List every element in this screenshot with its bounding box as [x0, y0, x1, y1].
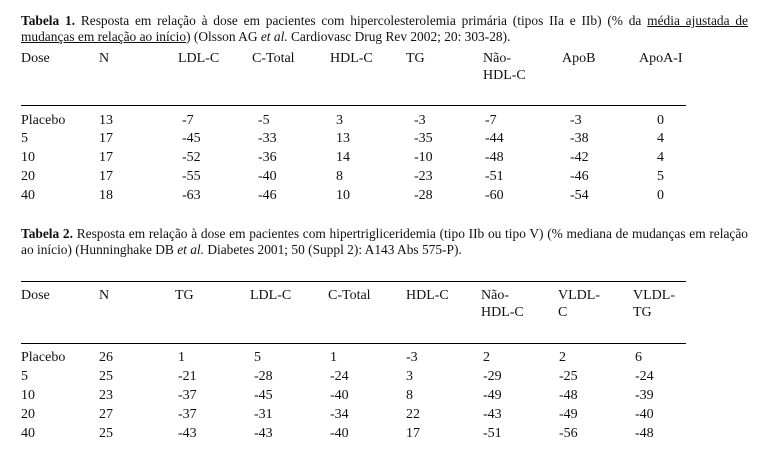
table1-row-3-cell-3: -52	[182, 150, 201, 165]
table1-row-1-cell-9: 0	[657, 113, 664, 128]
table2-row-1-cell-4: 5	[254, 350, 261, 365]
table2-row-1-cell-5: 1	[330, 350, 337, 365]
table1-header-4	[252, 50, 295, 67]
table2-caption	[21, 226, 748, 258]
table2-row-4-cell-4: -31	[254, 407, 273, 422]
table1-row-3-cell-2: 17	[99, 150, 113, 165]
table2-row-1-cell-3: 1	[178, 350, 185, 365]
table2-header-9-line-1: VLDL-	[633, 288, 675, 303]
table2-row-4-cell-2: 27	[99, 407, 113, 422]
table1-caption-etal: et al.	[260, 29, 288, 44]
table2-row-1-cell-8: 2	[559, 350, 566, 365]
table1-row-5-cell-9: 0	[657, 188, 664, 203]
table1-header-rule	[21, 105, 686, 106]
table2-header-9	[633, 287, 675, 321]
table1-row-2-cell-6: -35	[414, 131, 433, 146]
table1-row-4-cell-7: -51	[485, 169, 504, 184]
table2-caption-citation: Diabetes 2001; 50 (Suppl 2): A143 Abs 575-P).	[203, 242, 462, 257]
table2-caption-etal: et al.	[177, 242, 204, 257]
table1-row-4-cell-2: 17	[99, 169, 113, 184]
table2-row-2-cell-3: -21	[178, 369, 197, 384]
table2-row-5-cell-2: 25	[99, 426, 113, 441]
table1-header-9	[639, 50, 683, 67]
table2-row-3-cell-3: -37	[178, 388, 197, 403]
table2-row-5-cell-9: -48	[635, 426, 654, 441]
table1-row-2-cell-2: 17	[99, 131, 113, 146]
table2-row-5-cell-8: -56	[559, 426, 578, 441]
table2-row-4-cell-3: -37	[178, 407, 197, 422]
table2-header-7	[481, 287, 524, 321]
table1-header-5-line-1: HDL-C	[330, 51, 373, 66]
table2-row-2-cell-1: 5	[21, 369, 28, 384]
table1-row-2-cell-7: -44	[485, 131, 504, 146]
table1-row-3-cell-6: -10	[414, 150, 433, 165]
table2-header-4-line-1: LDL-C	[250, 288, 292, 303]
table2-header-8-line-2: C	[558, 305, 568, 320]
table2-row-5-cell-1: 40	[21, 426, 35, 441]
table1-row-2-cell-5: 13	[336, 131, 350, 146]
table1-row-1-cell-1: Placebo	[21, 113, 66, 128]
table2-row-3-cell-2: 23	[99, 388, 113, 403]
table1-header-5	[330, 50, 373, 67]
table2-row-5-cell-4: -43	[254, 426, 273, 441]
table2-header-rule	[21, 343, 686, 344]
table2-row-3-cell-7: -49	[483, 388, 502, 403]
table1-header-7	[483, 50, 526, 84]
table2-row-5-cell-3: -43	[178, 426, 197, 441]
table1-header-8	[562, 50, 595, 67]
table1-row-3-cell-5: 14	[336, 150, 350, 165]
table2-header-3	[175, 287, 194, 304]
table1-row-1-cell-2: 13	[99, 113, 113, 128]
table1-row-1-cell-6: -3	[414, 113, 426, 128]
table2-header-4	[250, 287, 291, 304]
table2-header-5	[328, 287, 371, 304]
table1-row-2-cell-4: -33	[258, 131, 277, 146]
table1-row-5-cell-2: 18	[99, 188, 113, 203]
table2-header-1	[21, 287, 50, 304]
table1-caption	[21, 13, 748, 45]
table2-header-6	[406, 287, 449, 304]
table1-header-7-line-1: Não-	[483, 51, 511, 66]
table2-row-4-cell-9: -40	[635, 407, 654, 422]
table1-header-2-line-1: N	[99, 51, 110, 66]
table1-row-3-cell-8: -42	[570, 150, 589, 165]
table2-row-4-cell-6: 22	[406, 407, 420, 422]
table1-row-2-cell-3: -45	[182, 131, 201, 146]
table2-header-5-line-1: C-Total	[328, 288, 371, 303]
table2-row-3-cell-8: -48	[559, 388, 578, 403]
table2-row-4-cell-1: 20	[21, 407, 35, 422]
table1-row-3-cell-9: 4	[657, 150, 664, 165]
table2-row-2-cell-6: 3	[406, 369, 413, 384]
table2-caption-label: Tabela 2.	[21, 226, 73, 241]
table1-header-1	[21, 50, 50, 67]
table2-row-4-cell-8: -49	[559, 407, 578, 422]
table1-header-9-line-1: ApoA-I	[639, 51, 683, 66]
table1-row-5-cell-8: -54	[570, 188, 589, 203]
table1-row-5-cell-4: -46	[258, 188, 277, 203]
table2-row-3-cell-9: -39	[635, 388, 654, 403]
table1-header-1-line-1: Dose	[21, 51, 50, 66]
table1-row-3-cell-1: 10	[21, 150, 35, 165]
table1-row-1-cell-8: -3	[570, 113, 582, 128]
table2-row-2-cell-2: 25	[99, 369, 113, 384]
table2-header-2	[99, 287, 109, 304]
table2-row-5-cell-5: -40	[330, 426, 349, 441]
table1-row-5-cell-1: 40	[21, 188, 35, 203]
table1-caption-text: Resposta em relação à dose em pacientes com hipercolesterolemia primária (tipos IIa e IIb) (% da	[75, 13, 648, 28]
table2-row-2-cell-8: -25	[559, 369, 578, 384]
table1-row-3-cell-4: -36	[258, 150, 277, 165]
table2-header-6-line-1: HDL-C	[406, 288, 449, 303]
table2-row-2-cell-5: -24	[330, 369, 349, 384]
table2-row-1-cell-9: 6	[635, 350, 642, 365]
table1-row-1-cell-4: -5	[258, 113, 270, 128]
table1-header-7-line-2: HDL-C	[483, 68, 526, 83]
table2-row-1-cell-1: Placebo	[21, 350, 66, 365]
table1-caption-underlined: média ajustada de mudanças em relação ao início	[21, 13, 748, 44]
table1-row-5-cell-6: -28	[414, 188, 433, 203]
table1-row-4-cell-5: 8	[336, 169, 343, 184]
table2-row-3-cell-1: 10	[21, 388, 35, 403]
table1-header-3-line-1: LDL-C	[178, 51, 220, 66]
table1-header-6-line-1: TG	[406, 51, 425, 66]
table1-row-4-cell-6: -23	[414, 169, 433, 184]
table1-row-5-cell-5: 10	[336, 188, 350, 203]
table1-header-6	[406, 50, 425, 67]
table1-row-4-cell-3: -55	[182, 169, 201, 184]
table2-caption-text: Resposta em relação à dose em pacientes com hipertrigliceridemia (tipo IIb ou tipo V) (% mediana de mudanças em relação ao início) (Hunninghake DB	[21, 226, 748, 257]
table2-row-5-cell-7: -51	[483, 426, 502, 441]
table1-caption-citation: Cardiovasc Drug Rev 2002; 20: 303-28).	[287, 29, 511, 44]
table2-row-2-cell-4: -28	[254, 369, 273, 384]
table2-top-rule	[21, 281, 686, 282]
table2-row-3-cell-5: -40	[330, 388, 349, 403]
table1-header-4-line-1: C-Total	[252, 51, 295, 66]
table1-header-3	[178, 50, 219, 67]
table1-row-4-cell-9: 5	[657, 169, 664, 184]
table1-caption-label: Tabela 1.	[21, 13, 76, 28]
table2-row-2-cell-9: -24	[635, 369, 654, 384]
table1-header-2	[99, 50, 109, 67]
table1-row-5-cell-7: -60	[485, 188, 504, 203]
table2-header-1-line-1: Dose	[21, 288, 50, 303]
table2-row-1-cell-7: 2	[483, 350, 490, 365]
table1-row-2-cell-8: -38	[570, 131, 589, 146]
table2-row-3-cell-4: -45	[254, 388, 273, 403]
table2-row-3-cell-6: 8	[406, 388, 413, 403]
table1-caption-source: ) (Olsson AG	[186, 29, 261, 44]
table1-header-8-line-1: ApoB	[562, 51, 596, 66]
table2-header-8	[558, 287, 600, 321]
table2-header-3-line-1: TG	[175, 288, 194, 303]
table2-row-4-cell-7: -43	[483, 407, 502, 422]
table2-row-2-cell-7: -29	[483, 369, 502, 384]
table2-row-4-cell-5: -34	[330, 407, 349, 422]
table2-row-5-cell-6: 17	[406, 426, 420, 441]
table2-header-7-line-2: HDL-C	[481, 305, 524, 320]
table1-row-2-cell-9: 4	[657, 131, 664, 146]
table1-row-3-cell-7: -48	[485, 150, 504, 165]
table1-row-1-cell-7: -7	[485, 113, 497, 128]
table1-row-2-cell-1: 5	[21, 131, 28, 146]
table2-row-1-cell-6: -3	[406, 350, 418, 365]
table1-row-4-cell-8: -46	[570, 169, 589, 184]
table1-row-4-cell-1: 20	[21, 169, 35, 184]
table2-header-2-line-1: N	[99, 288, 110, 303]
table1-row-1-cell-5: 3	[336, 113, 343, 128]
table1-row-5-cell-3: -63	[182, 188, 201, 203]
table1-row-4-cell-4: -40	[258, 169, 277, 184]
table2-row-1-cell-2: 26	[99, 350, 113, 365]
table2-header-8-line-1: VLDL-	[558, 288, 600, 303]
table1-row-1-cell-3: -7	[182, 113, 194, 128]
table2-header-7-line-1: Não-	[481, 288, 509, 303]
table2-header-9-line-2: TG	[633, 305, 652, 320]
